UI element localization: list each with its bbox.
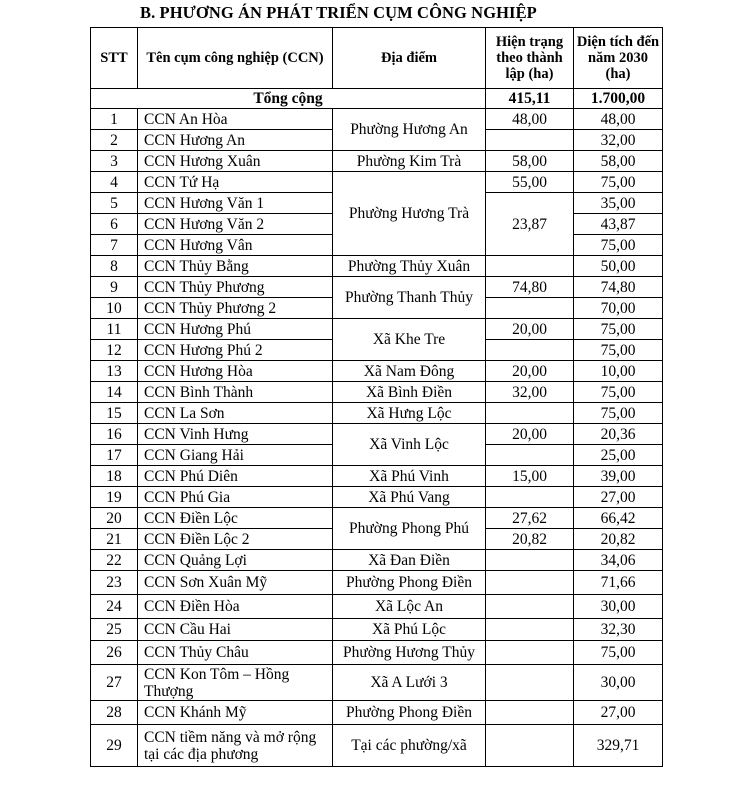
row-area2030: 75,00 bbox=[574, 403, 663, 424]
row-stt: 29 bbox=[91, 725, 138, 767]
row-stt: 8 bbox=[91, 256, 138, 277]
row-stt: 28 bbox=[91, 701, 138, 725]
row-current bbox=[486, 725, 574, 767]
row-area2030: 32,30 bbox=[574, 619, 663, 641]
row-area2030: 75,00 bbox=[574, 319, 663, 340]
row-stt: 27 bbox=[91, 665, 138, 701]
row-current bbox=[486, 665, 574, 701]
row-stt: 22 bbox=[91, 550, 138, 571]
row-current bbox=[486, 701, 574, 725]
header-current: Hiện trạng theo thành lập (ha) bbox=[486, 28, 574, 89]
row-current bbox=[486, 403, 574, 424]
row-current: 20,82 bbox=[486, 529, 574, 550]
row-name: CCN Hương Hòa bbox=[138, 361, 333, 382]
row-area2030: 75,00 bbox=[574, 382, 663, 403]
row-location: Xã Lộc An bbox=[333, 595, 486, 619]
row-current: 32,00 bbox=[486, 382, 574, 403]
row-stt: 26 bbox=[91, 641, 138, 665]
row-area2030: 39,00 bbox=[574, 466, 663, 487]
row-current bbox=[486, 298, 574, 319]
row-stt: 19 bbox=[91, 487, 138, 508]
row-location: Phường Hương An bbox=[333, 109, 486, 151]
row-name: CCN La Sơn bbox=[138, 403, 333, 424]
row-name: CCN Hương An bbox=[138, 130, 333, 151]
row-stt: 3 bbox=[91, 151, 138, 172]
row-name: CCN Phú Diên bbox=[138, 466, 333, 487]
table-row bbox=[91, 256, 663, 277]
row-stt: 15 bbox=[91, 403, 138, 424]
row-location: Tại các phường/xã bbox=[333, 725, 486, 767]
row-name: CCN Tứ Hạ bbox=[138, 172, 333, 193]
table-row bbox=[91, 172, 663, 193]
table-row bbox=[91, 571, 663, 595]
row-area2030: 35,00 bbox=[574, 193, 663, 214]
row-name: CCN Điền Lộc 2 bbox=[138, 529, 333, 550]
row-name: CCN Sơn Xuân Mỹ bbox=[138, 571, 333, 595]
row-area2030: 75,00 bbox=[574, 340, 663, 361]
row-current: 58,00 bbox=[486, 151, 574, 172]
row-current bbox=[486, 619, 574, 641]
table-row bbox=[91, 487, 663, 508]
row-name: CCN Hương Phú bbox=[138, 319, 333, 340]
row-stt: 4 bbox=[91, 172, 138, 193]
row-stt: 17 bbox=[91, 445, 138, 466]
total-area2030: 1.700,00 bbox=[574, 89, 663, 109]
table-row bbox=[91, 403, 663, 424]
row-area2030: 27,00 bbox=[574, 487, 663, 508]
row-current: 20,00 bbox=[486, 361, 574, 382]
row-area2030: 30,00 bbox=[574, 665, 663, 701]
row-stt: 9 bbox=[91, 277, 138, 298]
row-location: Xã Phú Vang bbox=[333, 487, 486, 508]
row-name: CCN Điền Hòa bbox=[138, 595, 333, 619]
table-row bbox=[91, 319, 663, 340]
row-stt: 13 bbox=[91, 361, 138, 382]
row-stt: 23 bbox=[91, 571, 138, 595]
row-area2030: 25,00 bbox=[574, 445, 663, 466]
table-row bbox=[91, 725, 663, 767]
row-stt: 6 bbox=[91, 214, 138, 235]
row-location: Xã Khe Tre bbox=[333, 319, 486, 361]
row-location: Xã Bình Điền bbox=[333, 382, 486, 403]
page-heading: B. PHƯƠNG ÁN PHÁT TRIỂN CỤM CÔNG NGHIỆP bbox=[140, 3, 537, 22]
row-name: CCN Vinh Hưng bbox=[138, 424, 333, 445]
header-stt: STT bbox=[91, 28, 138, 89]
table-row bbox=[91, 277, 663, 298]
row-stt: 11 bbox=[91, 319, 138, 340]
row-location: Xã Phú Lộc bbox=[333, 619, 486, 641]
row-stt: 12 bbox=[91, 340, 138, 361]
row-area2030: 10,00 bbox=[574, 361, 663, 382]
total-current: 415,11 bbox=[486, 89, 574, 109]
row-stt: 18 bbox=[91, 466, 138, 487]
row-area2030: 32,00 bbox=[574, 130, 663, 151]
row-area2030: 75,00 bbox=[574, 641, 663, 665]
row-name: CCN Thủy Phương 2 bbox=[138, 298, 333, 319]
row-location: Phường Thanh Thủy bbox=[333, 277, 486, 319]
table-row bbox=[91, 508, 663, 529]
row-area2030: 20,82 bbox=[574, 529, 663, 550]
row-location: Xã Vinh Lộc bbox=[333, 424, 486, 466]
row-location: Phường Kim Trà bbox=[333, 151, 486, 172]
row-name: CCN Hương Xuân bbox=[138, 151, 333, 172]
row-area2030: 75,00 bbox=[574, 172, 663, 193]
row-stt: 24 bbox=[91, 595, 138, 619]
header-row bbox=[91, 28, 663, 89]
row-current bbox=[486, 445, 574, 466]
row-name: CCN Phú Gia bbox=[138, 487, 333, 508]
row-stt: 5 bbox=[91, 193, 138, 214]
row-stt: 10 bbox=[91, 298, 138, 319]
row-location: Phường Phong Điền bbox=[333, 701, 486, 725]
table-row bbox=[91, 641, 663, 665]
row-stt: 7 bbox=[91, 235, 138, 256]
row-location: Phường Hương Trà bbox=[333, 172, 486, 256]
row-location: Phường Phong Phú bbox=[333, 508, 486, 550]
row-location: Phường Hương Thủy bbox=[333, 641, 486, 665]
row-area2030: 20,36 bbox=[574, 424, 663, 445]
total-label: Tổng cộng bbox=[91, 89, 486, 109]
row-current bbox=[486, 550, 574, 571]
row-area2030: 48,00 bbox=[574, 109, 663, 130]
table-row bbox=[91, 109, 663, 130]
row-location: Xã Nam Đông bbox=[333, 361, 486, 382]
row-area2030: 27,00 bbox=[574, 701, 663, 725]
row-name: CCN Thủy Phương bbox=[138, 277, 333, 298]
row-area2030: 30,00 bbox=[574, 595, 663, 619]
row-area2030: 43,87 bbox=[574, 214, 663, 235]
row-area2030: 70,00 bbox=[574, 298, 663, 319]
row-name: CCN Cầu Hai bbox=[138, 619, 333, 641]
row-name: CCN Bình Thành bbox=[138, 382, 333, 403]
row-current: 15,00 bbox=[486, 466, 574, 487]
total-row bbox=[91, 89, 663, 109]
row-name: CCN Hương Văn 1 bbox=[138, 193, 333, 214]
row-stt: 1 bbox=[91, 109, 138, 130]
row-area2030: 66,42 bbox=[574, 508, 663, 529]
table-row bbox=[91, 701, 663, 725]
row-current: 27,62 bbox=[486, 508, 574, 529]
row-current: 20,00 bbox=[486, 319, 574, 340]
row-name: CCN Khánh Mỹ bbox=[138, 701, 333, 725]
row-area2030: 329,71 bbox=[574, 725, 663, 767]
row-name: CCN Giang Hải bbox=[138, 445, 333, 466]
header-location: Địa điểm bbox=[333, 28, 486, 89]
table-row bbox=[91, 466, 663, 487]
row-current: 74,80 bbox=[486, 277, 574, 298]
row-current bbox=[486, 571, 574, 595]
row-area2030: 50,00 bbox=[574, 256, 663, 277]
table-row bbox=[91, 424, 663, 445]
row-area2030: 34,06 bbox=[574, 550, 663, 571]
row-current bbox=[486, 641, 574, 665]
row-current: 20,00 bbox=[486, 424, 574, 445]
row-stt: 20 bbox=[91, 508, 138, 529]
row-stt: 16 bbox=[91, 424, 138, 445]
row-area2030: 71,66 bbox=[574, 571, 663, 595]
table-row bbox=[91, 361, 663, 382]
row-name: CCN Hương Phú 2 bbox=[138, 340, 333, 361]
row-location: Xã Đan Điền bbox=[333, 550, 486, 571]
table-row bbox=[91, 151, 663, 172]
row-name: CCN Thủy Bằng bbox=[138, 256, 333, 277]
row-name: CCN tiềm năng và mở rộng tại các địa phương bbox=[138, 725, 333, 767]
row-area2030: 58,00 bbox=[574, 151, 663, 172]
row-stt: 14 bbox=[91, 382, 138, 403]
row-area2030: 74,80 bbox=[574, 277, 663, 298]
row-stt: 2 bbox=[91, 130, 138, 151]
row-current: 23,87 bbox=[486, 193, 574, 256]
row-name: CCN Quảng Lợi bbox=[138, 550, 333, 571]
industrial-cluster-table bbox=[90, 27, 663, 767]
row-location: Xã Phú Vinh bbox=[333, 466, 486, 487]
row-name: CCN An Hòa bbox=[138, 109, 333, 130]
header-name: Tên cụm công nghiệp (CCN) bbox=[138, 28, 333, 89]
header-area2030: Diện tích đến năm 2030 (ha) bbox=[574, 28, 663, 89]
table-row bbox=[91, 619, 663, 641]
row-current: 55,00 bbox=[486, 172, 574, 193]
row-location: Phường Thủy Xuân bbox=[333, 256, 486, 277]
row-name: CCN Điền Lộc bbox=[138, 508, 333, 529]
row-location: Xã A Lưới 3 bbox=[333, 665, 486, 701]
table-row bbox=[91, 382, 663, 403]
row-stt: 21 bbox=[91, 529, 138, 550]
row-location: Xã Hưng Lộc bbox=[333, 403, 486, 424]
table-row bbox=[91, 595, 663, 619]
table-row bbox=[91, 665, 663, 701]
row-current: 48,00 bbox=[486, 109, 574, 130]
row-name: CCN Kon Tôm – Hồng Thượng bbox=[138, 665, 333, 701]
row-stt: 25 bbox=[91, 619, 138, 641]
row-current bbox=[486, 487, 574, 508]
row-name: CCN Thủy Châu bbox=[138, 641, 333, 665]
row-current bbox=[486, 340, 574, 361]
row-current bbox=[486, 595, 574, 619]
row-location: Phường Phong Điền bbox=[333, 571, 486, 595]
row-name: CCN Hương Vân bbox=[138, 235, 333, 256]
row-area2030: 75,00 bbox=[574, 235, 663, 256]
row-current bbox=[486, 256, 574, 277]
row-current bbox=[486, 130, 574, 151]
row-name: CCN Hương Văn 2 bbox=[138, 214, 333, 235]
table-row bbox=[91, 550, 663, 571]
